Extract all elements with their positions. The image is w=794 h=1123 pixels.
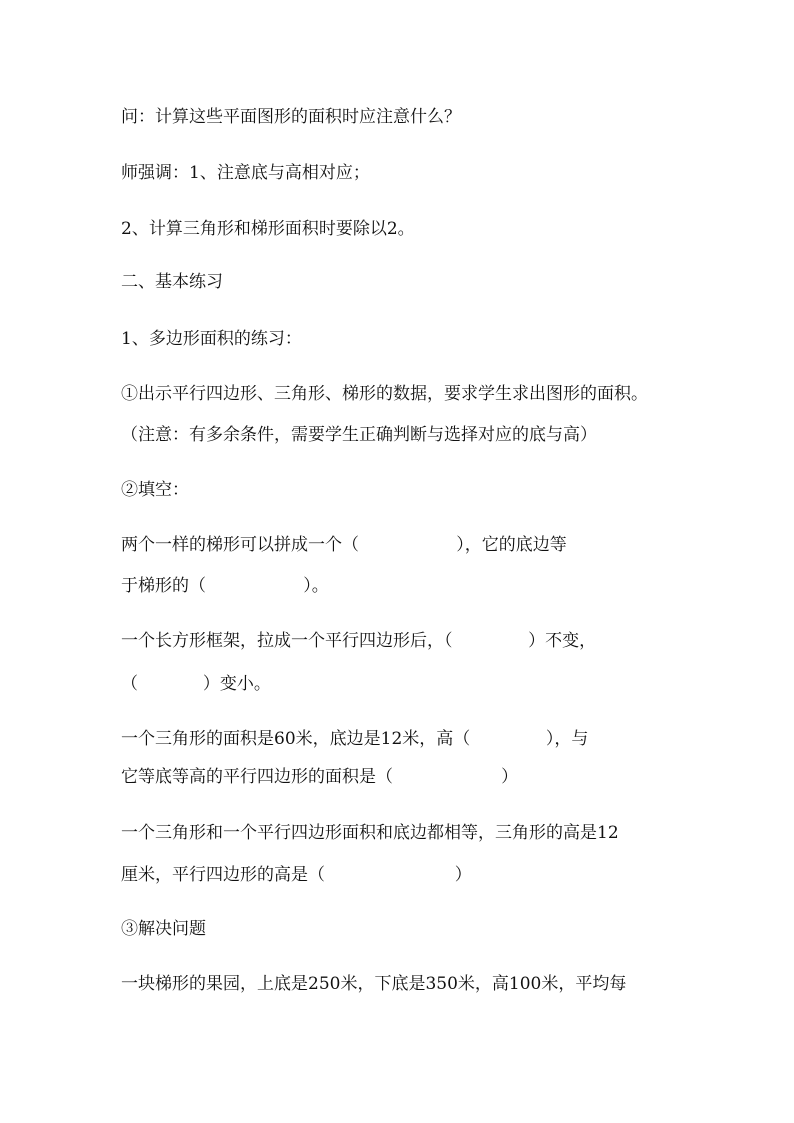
text-line: 一个长方形框架，拉成一个平行四边形后，（ ）不变，	[121, 631, 597, 651]
text-line: 2、计算三角形和梯形面积时要除以2。	[121, 219, 415, 239]
text-line: 它等底等高的平行四边形的面积是（ ）	[121, 767, 519, 787]
text-line: ②填空：	[121, 480, 189, 500]
text-line: 于梯形的（ ）。	[121, 576, 329, 596]
section-heading: 二、基本练习	[121, 272, 223, 292]
text-line: ①出示平行四边形、三角形、梯形的数据，要求学生求出图形的面积。	[121, 384, 648, 404]
text-line: 一块梯形的果园，上底是250米，下底是350米，高100米，平均每	[121, 974, 627, 994]
text-line: 问：计算这些平面图形的面积时应注意什么？	[121, 107, 461, 127]
text-line: 1、多边形面积的练习：	[121, 329, 302, 349]
text-line: 两个一样的梯形可以拼成一个（ ），它的底边等	[121, 535, 567, 555]
text-line: （ ）变小。	[121, 674, 271, 694]
text-line: 一个三角形的面积是60米，底边是12米，高（ ），与	[121, 729, 589, 749]
text-line: ③解决问题	[121, 919, 206, 939]
text-line: 厘米，平行四边形的高是（ ）	[121, 865, 472, 885]
text-line: （注意：有多余条件，需要学生正确判断与选择对应的底与高）	[121, 425, 597, 445]
text-line: 师强调：1、注意底与高相对应；	[121, 163, 370, 183]
text-line: 一个三角形和一个平行四边形面积和底边都相等，三角形的高是12	[121, 823, 619, 843]
